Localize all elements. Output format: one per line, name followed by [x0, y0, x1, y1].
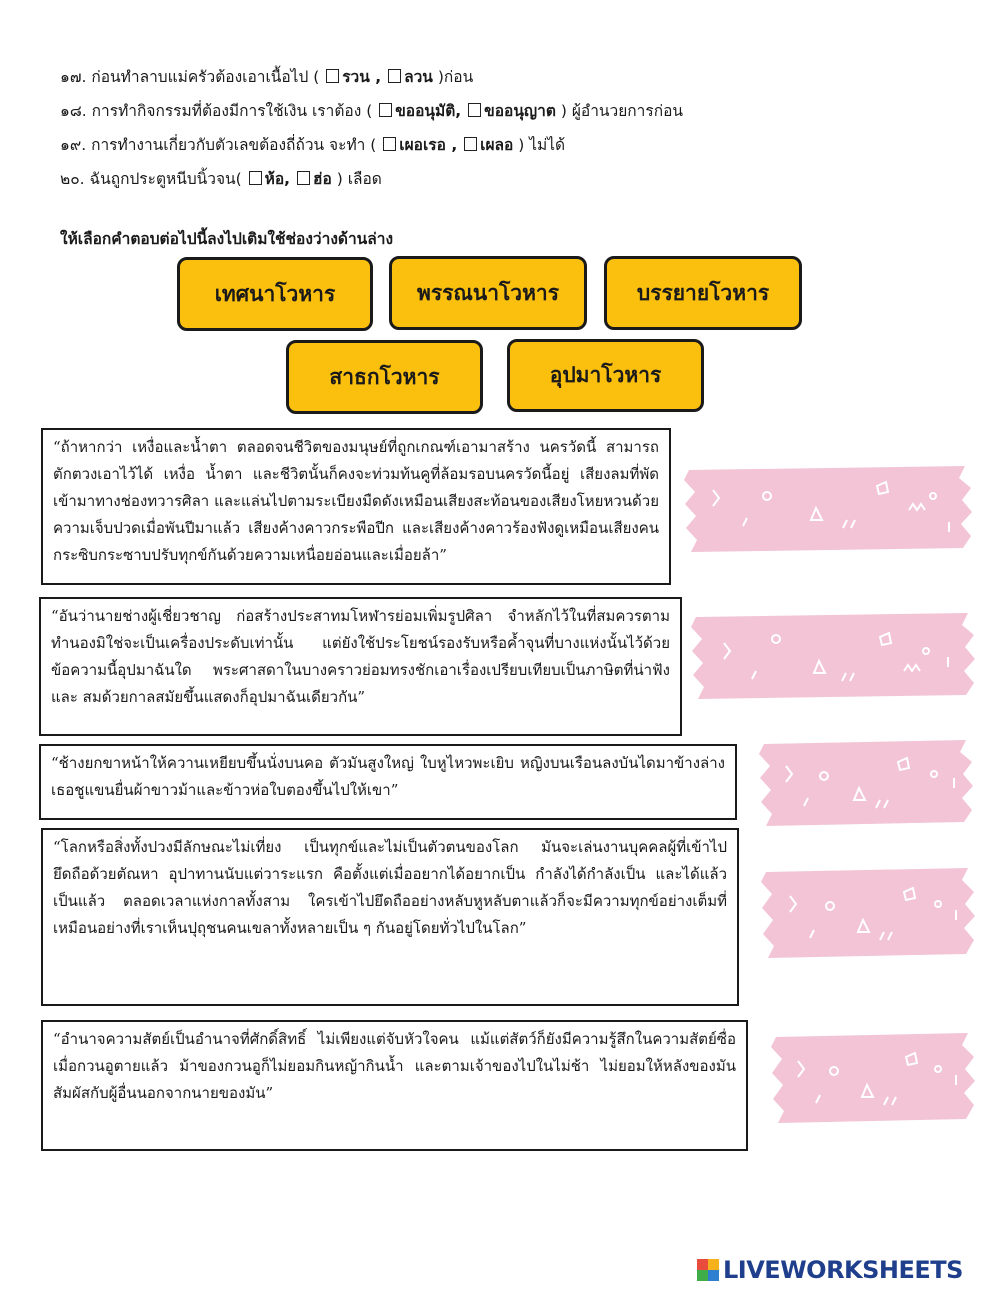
option-label: ห้อ, [264, 170, 291, 188]
option-label: รวน , [342, 68, 382, 86]
passage-4: “โลกหรือสิ่งทั้งปวงมีลักษณะไม่เที่ยง เป็นทุกข์และไม่เป็นตัวตนของโลก มันจะเล่นงานบุคคลผู้ที่เข้าไปยึดถือด้วยตัณหา อุปาทานนับแต่วาระแรก คือตั้งแต่เมื่ออยากได้อยากเป็น กำลังได้กำลังเป็น และได้แล้วเป็นแล้ว ตลอดเวลาแห่งกาลทั้งสาม ใครเข้าไปยึดถืออย่างหลับหูหลับตาแล้วก็จะมีความทุกข์อย่างเต็มที่ เหมือนอย่างที่เราเห็นปุถุชนคนเขลาทั้งหลายเป็น ๆ กันอยู่โดยทั่วไปในโลก” [41, 828, 739, 1006]
choice-phannana[interactable]: พรรณนาโวหาร [389, 256, 587, 330]
answer-dropzone-3[interactable] [758, 736, 973, 828]
question-17 [60, 64, 473, 89]
checkbox[interactable] [388, 69, 401, 83]
question-tail: )ก่อน [437, 68, 474, 86]
option-label: ขออนุมัติ, [395, 102, 462, 120]
question-text: ก่อนทำลาบแม่ครัวต้องเอาเนื้อไป ( [91, 68, 320, 86]
passage-2: “อันว่านายช่างผู้เชี่ยวชาญ ก่อสร้างประสาทมโหฬารย่อมเพิ่มรูปศิลา จำหลักไว้ในที่สมควรตามทำนองมิใช่จะเป็นเครื่องประดับเท่านั้น แต่ยังใช้ประโยชน์รองรับหรือค้ำจุนที่บางแห่งนั้นไว้ด้วย ข้อความนี้อุปมาฉันใด พระศาสดาในบางคราวย่อมทรงชักเอาเรื่องเปรียบเทียบเป็นภาษิตที่น่าฟังและ สมด้วยกาลสมัยขึ้นแสดงก็อุปมาฉันเดียวกัน” [39, 597, 682, 736]
question-tail: ) เลือด [336, 170, 382, 188]
option-label: ฮ่อ [313, 170, 332, 188]
question-tail: ) ไม่ได้ [518, 136, 566, 154]
option-label: ลวน [404, 68, 433, 86]
option-label: เผอเรอ , [399, 136, 458, 154]
checkbox[interactable] [249, 171, 262, 185]
question-19 [60, 132, 565, 157]
answer-dropzone-1[interactable] [683, 462, 973, 554]
question-20 [60, 166, 382, 191]
question-number: ๑๗. [60, 68, 87, 86]
question-text: การทำกิจกรรมที่ต้องมีการใช้เงิน เราต้อง ( [91, 102, 373, 120]
answer-dropzone-5[interactable] [770, 1029, 975, 1125]
passage-5: “อำนาจความสัตย์เป็นอำนาจที่ศักดิ์สิทธิ์ ไม่เพียงแต่จับหัวใจคน แม้แต่สัตว์ก็ยังมีความรู้สึกในความสัตย์ซื่อ เมื่อกวนอูตายแล้ว ม้าของกวนอูก็ไม่ยอมกินหญ้ากินน้ำ และตามเจ้าของไปในไม่ช้า ไม่ยอมให้หลังของมันสัมผัสกับผู้อื่นนอกจากนายของมัน” [41, 1020, 748, 1151]
question-text: การทำงานเกี่ยวกับตัวเลขต้องถี่ถ้วน จะทำ ( [91, 136, 377, 154]
question-number: ๑๙. [60, 136, 87, 154]
answer-dropzone-2[interactable] [690, 609, 975, 701]
logo-mark-icon [697, 1259, 719, 1281]
checkbox[interactable] [464, 137, 477, 151]
liveworksheets-logo [697, 1256, 963, 1284]
checkbox[interactable] [468, 103, 481, 117]
question-text: ฉันถูกประตูหนีบนิ้วจน( [89, 170, 242, 188]
choice-upama[interactable]: อุปมาโวหาร [507, 339, 704, 412]
passage-3: “ช้างยกขาหน้าให้ควานเหยียบขึ้นนั่งบนคอ ตัวมันสูงใหญ่ ใบหูไหวพะเยิบ หญิงบนเรือนลงบันไดมาข้างล่าง เธอชูแขนยื่นผ้าขาวม้าและข้าวห่อใบตองขึ้นไปให้เขา” [39, 744, 737, 820]
answer-dropzone-4[interactable] [760, 864, 975, 960]
checkbox[interactable] [326, 69, 339, 83]
question-tail: ) ผู้อำนวยการก่อน [560, 102, 683, 120]
checkbox[interactable] [383, 137, 396, 151]
question-number: ๑๘. [60, 102, 87, 120]
question-number: ๒๐. [60, 170, 85, 188]
passage-1: “ถ้าหากว่า เหงื่อและน้ำตา ตลอดจนชีวิตของมนุษย์ที่ถูกเกณฑ์เอามาสร้าง นครวัดนี้ สามารถตักตวงเอาไว้ได้ เหงื่อ น้ำตา และชีวิตนั้นก็คงจะท่วมท้นคูที่ล้อมรอบนครวัดนี้อยู่ เสียงลมที่พัดเข้ามาทางช่องทวารศิลา และแล่นไปตามระเบียงมืดดังเหมือนเสียงสะท้อนของเสียงโหยหวนด้วยความเจ็บปวดเมื่อพันปีมาแล้ว เสียงค้างคาวกระพือปีก และเสียงค้างคาวร้องฟังดูเหมือนเสียงคนกระซิบกระซาบปรับทุกข์กันด้วยความเหนื่อยอ่อนและเมื่อยล้า” [41, 428, 671, 585]
question-18 [60, 98, 683, 123]
choice-sathok[interactable]: สาธกโวหาร [286, 340, 483, 414]
checkbox[interactable] [379, 103, 392, 117]
choice-thetsana[interactable]: เทศนาโวหาร [177, 257, 373, 331]
instruction-text: ให้เลือกคำตอบต่อไปนี้ลงไปเติมใช้ช่องว่างด้านล่าง [60, 230, 394, 248]
brand-name: LIVEWORKSHEETS [723, 1256, 963, 1284]
option-label: เผลอ [480, 136, 514, 154]
choice-banyai[interactable]: บรรยายโวหาร [604, 256, 802, 330]
option-label: ขออนุญาต [484, 102, 556, 120]
checkbox[interactable] [297, 171, 310, 185]
